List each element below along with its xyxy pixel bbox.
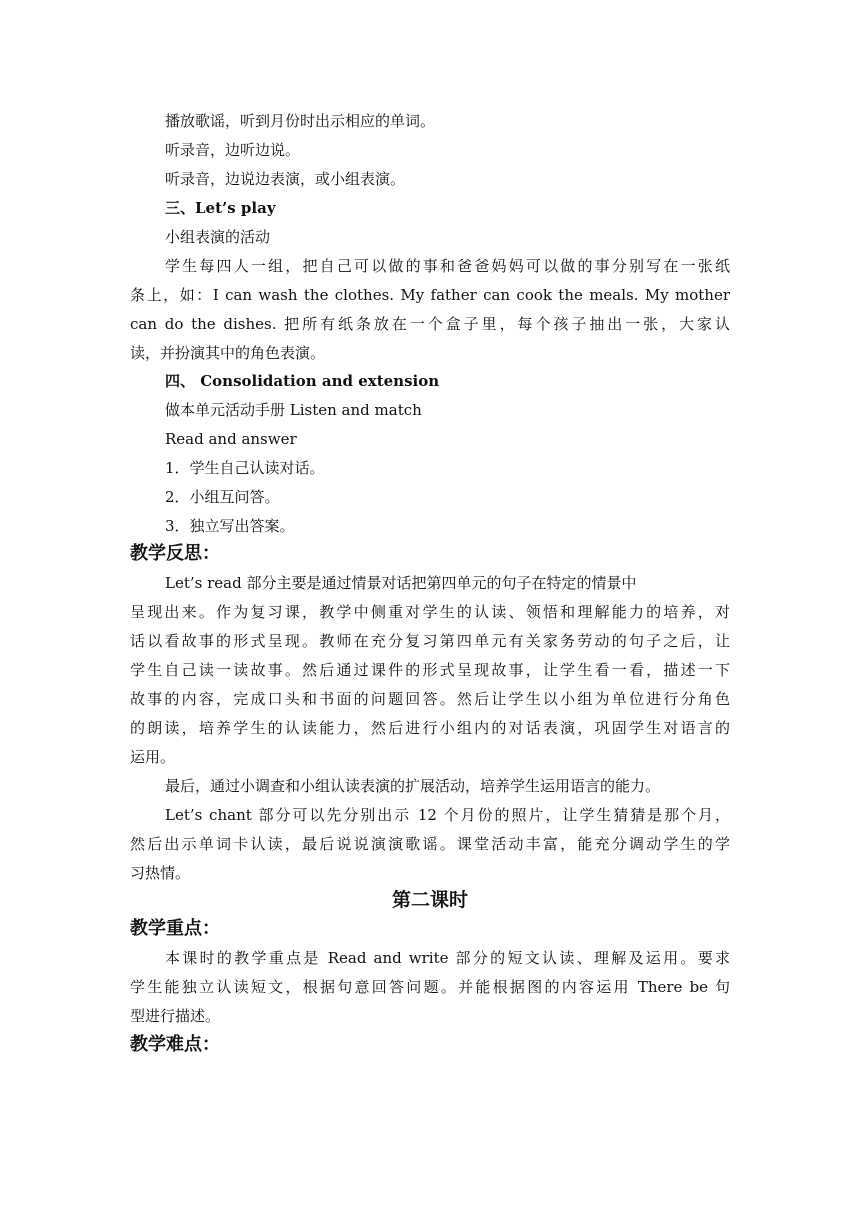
paragraph-line: 最后，通过小调查和小组认读表演的扩展活动，培养学生运用语言的能力。 — [165, 777, 661, 795]
paragraph-line: 故事的内容，完成口头和书面的问题回答。然后让学生以小组为单位进行分角色 — [130, 690, 730, 708]
text-line: 播放歌谣，听到月份时出示相应的单词。 — [165, 112, 436, 130]
paragraph-line: 习热情。 — [130, 864, 191, 882]
paragraph-line: 型进行描述。 — [130, 1007, 221, 1025]
paragraph-line: Let’s chant 部分可以先分别出示 12 个月份的照片，让学生猜猜是那个月， — [165, 806, 730, 824]
paragraph-line: 然后出示单词卡认读，最后说说演演歌谣。课堂活动丰富，能充分调动学生的学 — [130, 835, 730, 853]
text-line: 听录音，边说边表演，或小组表演。 — [165, 170, 406, 188]
list-item: 2．小组互问答。 — [165, 488, 280, 506]
paragraph-line: 读，并扮演其中的角色表演。 — [130, 344, 326, 362]
paragraph-line: 条上，如：I can wash the clothes. My father can cook the meals. My mother — [130, 286, 730, 304]
difficulty-heading: 教学难点： — [130, 1034, 220, 1055]
paragraph-line: 学生能独立认读短文，根据句意回答问题。并能根据图的内容运用 There be 句 — [130, 978, 730, 996]
list-item: 1．学生自己认读对话。 — [165, 459, 325, 477]
section-heading-3: 三、Let’s play — [165, 199, 276, 217]
paragraph-line: 学生每四人一组，把自己可以做的事和爸爸妈妈可以做的事分别写在一张纸 — [165, 257, 730, 275]
paragraph-line: 的朗读，培养学生的认读能力，然后进行小组内的对话表演，巩固学生对语言的 — [130, 719, 730, 737]
text-line: 小组表演的活动 — [165, 228, 271, 246]
paragraph-line: 运用。 — [130, 748, 176, 766]
paragraph-line: 话以看故事的形式呈现。教师在充分复习第四单元有关家务劳动的句子之后，让 — [130, 632, 730, 650]
paragraph-line: 呈现出来。作为复习课，教学中侧重对学生的认读、领悟和理解能力的培养，对 — [130, 603, 730, 621]
text-line: Read and answer — [165, 430, 297, 448]
focus-heading: 教学重点： — [130, 918, 220, 939]
paragraph-line: can do the dishes. 把所有纸条放在一个盒子里，每个孩子抽出一张，大家认 — [130, 315, 730, 333]
list-item: 3．独立写出答案。 — [165, 517, 295, 535]
paragraph-line: 学生自己读一读故事。然后通过课件的形式呈现故事，让学生看一看，描述一下 — [130, 661, 730, 679]
paragraph-line: 本课时的教学重点是 Read and write 部分的短文认读、理解及运用。要求 — [165, 949, 730, 967]
text-line: 听录音，边听边说。 — [165, 141, 301, 159]
lesson-title: 第二课时 — [391, 889, 468, 911]
paragraph-line: Let’s read 部分主要是通过情景对话把第四单元的句子在特定的情景中 — [165, 574, 637, 592]
section-heading-4: 四、 Consolidation and extension — [165, 372, 440, 390]
text-line: 做本单元活动手册 Listen and match — [165, 401, 422, 419]
reflection-heading: 教学反思： — [130, 543, 220, 564]
